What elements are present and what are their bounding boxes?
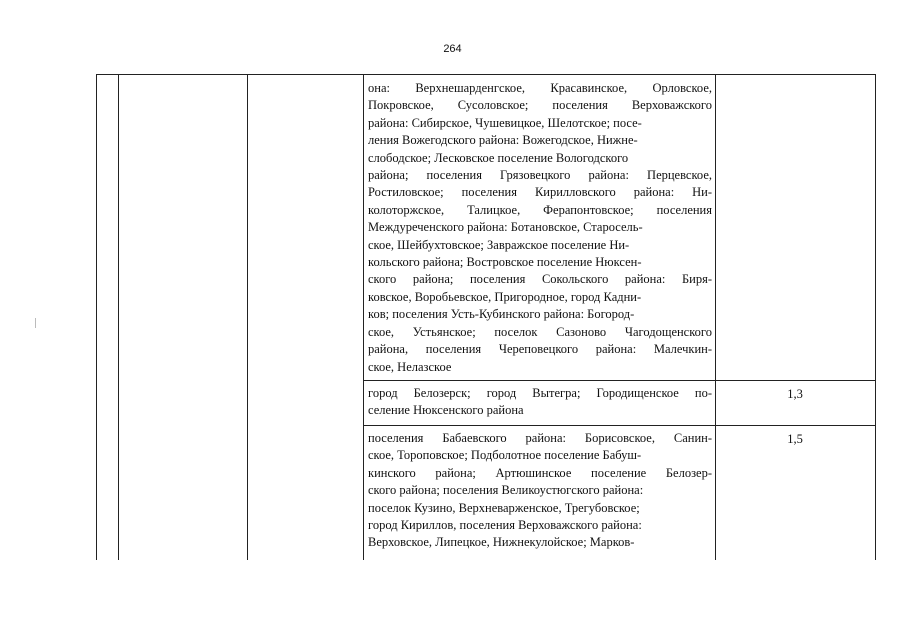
table-row xyxy=(368,385,712,420)
cell-text-line: ское, Устьянское; поселок Сазоново Чагодощенского xyxy=(368,324,712,339)
column-divider-1 xyxy=(118,74,119,560)
column-divider-4 xyxy=(715,74,716,560)
scan-artifact xyxy=(35,318,36,328)
table-border-top xyxy=(96,74,876,75)
cell-text-line: Покровское, Сусоловское; поселения Верховажского xyxy=(368,98,712,113)
coefficient-value: 1,3 xyxy=(787,387,803,401)
cell-text-line: ское, Шейбухтовское; Завражское поселение Ни- xyxy=(368,237,630,252)
cell-text-line: ского района; поселения Великоустюгского района: xyxy=(368,483,644,498)
column-divider-3 xyxy=(363,74,364,560)
cell-text-line: района: Сибирское, Чушевицкое, Шелотское; посе- xyxy=(368,115,642,130)
cell-text-line: поселения Бабаевского района: Борисовское, Санин- xyxy=(368,431,712,445)
row-divider-1 xyxy=(363,380,876,381)
cell-text-line: ковское, Воробьевское, Пригородное, город Кадни- xyxy=(368,289,642,304)
table-row xyxy=(368,80,712,376)
coefficient-value: 1,5 xyxy=(787,432,803,446)
cell-text-line: Верховское, Липецкое, Нижнекулойское; Марков- xyxy=(368,535,635,550)
cell-text-line: ское, Нелазское xyxy=(368,359,452,374)
row-divider-2 xyxy=(363,425,876,426)
cell-text-line: город Белозерск; город Вытегра; Городищенское по- xyxy=(368,386,712,400)
cell-text-line: ков; поселения Усть-Кубинского района: Богород- xyxy=(368,307,635,322)
cell-text-line: поселок Кузино, Верхневарженское, Трегубовское; xyxy=(368,500,640,515)
column-divider-2 xyxy=(247,74,248,560)
table-row xyxy=(368,430,712,552)
cell-text-line: ского района; поселения Сокольского района: Биря- xyxy=(368,272,712,287)
cell-text-line: района; поселения Грязовецкого района: Перцевское, xyxy=(368,168,712,183)
cell-text-line: слободское; Лесковское поселение Вологодского xyxy=(368,150,629,165)
cell-text-line: ское, Тороповское; Подболотное поселение Бабуш- xyxy=(368,448,642,463)
cell-text-line: кинского района; Артюшинское поселение Белозер- xyxy=(368,465,712,480)
cell-text-line: кольского района; Востровское поселение Нюксен- xyxy=(368,255,642,270)
cell-text-line: селение Нюксенского района xyxy=(368,403,524,418)
cell-text-line: город Кириллов, поселения Верховажского района: xyxy=(368,518,642,533)
cell-text-line: Междуреченского района: Ботановское, Старосель- xyxy=(368,220,643,235)
cell-text-line: Ростиловское; поселения Кирилловского района: Ни- xyxy=(368,185,712,200)
cell-text-line: она: Верхнешарденгское, Красавинское, Орловское, xyxy=(368,81,712,95)
cell-text-line: района, поселения Череповецкого района: Малечкин- xyxy=(368,342,712,357)
cell-text-line: колоторжское, Талицкое, Ферапонтовское; поселения xyxy=(368,202,712,217)
table-border-right xyxy=(875,74,876,560)
table-border-left xyxy=(96,74,97,560)
page-number: 264 xyxy=(443,43,462,55)
cell-text-line: ления Вожегодского района: Вожегодское, Нижне- xyxy=(368,133,638,148)
